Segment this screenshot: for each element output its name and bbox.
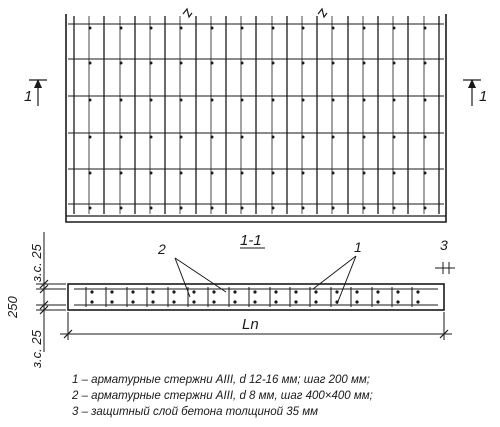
mesh-node [89,207,92,210]
mesh-node [363,207,366,210]
section-bar-dot [314,300,317,303]
mesh-node [332,172,335,175]
mesh-node [424,99,427,102]
mesh-node [272,207,275,210]
plan-break-mark-right [318,9,327,17]
mesh-node [211,27,214,30]
mesh-node [180,172,183,175]
mesh-node [120,136,123,139]
legend-item-3: 3 – защитный слой бетона толщиной 35 мм [72,406,318,418]
mesh-node [302,172,305,175]
mesh-node [332,136,335,139]
section-bars [86,287,420,307]
section-bar-dot [335,290,338,293]
mesh-node [302,62,305,65]
section-marker-right [463,79,487,106]
mesh-node [272,99,275,102]
mesh-node [211,62,214,65]
mesh-node [363,62,366,65]
mesh-node [393,172,396,175]
mesh-node [150,27,153,30]
legend [72,372,492,420]
section-bar-dot [396,290,399,293]
mesh-node [302,99,305,102]
mesh-node [393,136,396,139]
callout-3 [435,237,455,274]
section-bar-dot [192,290,195,293]
mesh-node [332,27,335,30]
section-bar-dot [151,300,154,303]
mesh-node [120,62,123,65]
plan-view [66,9,446,222]
mesh-node [89,62,92,65]
mesh-node [180,62,183,65]
section-bar-dot [294,290,297,293]
mesh-node [150,172,153,175]
mesh-node [180,207,183,210]
mesh-node [150,62,153,65]
mesh-node [241,136,244,139]
section-bar-dot [131,300,134,303]
dim-cover-top: з.с. 25 [29,244,44,282]
mesh-node [272,172,275,175]
section-marker-left [24,79,47,106]
callout-2-label: 2 [158,241,166,257]
mesh-node [272,27,275,30]
mesh-node [241,27,244,30]
section-bar-dot [355,300,358,303]
section-bar-dot [416,300,419,303]
section-bar-dot [274,290,277,293]
mesh-node [120,172,123,175]
mesh-node [89,27,92,30]
mesh-node [393,27,396,30]
section-bar-dot [151,290,154,293]
legend-item-1: 1 – арматурные стержни АIII, d 12-16 мм; шаг 200 мм; [72,374,370,386]
vertical-dimension-chain [5,232,66,369]
section-bar-dot [376,290,379,293]
callout-3-label: 3 [440,237,448,253]
section-bar-dot [253,300,256,303]
section-bar-dot [212,300,215,303]
mesh-node [241,62,244,65]
mesh-node [120,207,123,210]
mesh-node [393,62,396,65]
section-bar-dot [172,290,175,293]
mesh-node [424,172,427,175]
section-bar-dot [110,300,113,303]
section-bar-dot [110,290,113,293]
plan-mesh [68,16,444,214]
mesh-node [302,207,305,210]
mesh-node [120,99,123,102]
section-bar-dot [294,300,297,303]
section-bar-dot [90,300,93,303]
legend-item-2: 2 – арматурные стержни АIII, d 8 мм, шаг 400×400 мм; [72,390,373,402]
section-bar-dot [253,290,256,293]
mesh-node [89,136,92,139]
mesh-node [332,62,335,65]
mesh-node [89,172,92,175]
mesh-node [241,207,244,210]
mesh-node [424,207,427,210]
mesh-node [424,136,427,139]
section-bar-dot [192,300,195,303]
section-bar-dot [233,290,236,293]
section-bar-dot [314,290,317,293]
mesh-node [120,27,123,30]
mesh-node [363,172,366,175]
mesh-node [332,99,335,102]
mesh-node [180,136,183,139]
mesh-node [241,99,244,102]
mesh-node [180,99,183,102]
section-bar-dot [274,300,277,303]
mesh-node [180,27,183,30]
section-outline [68,284,444,310]
mesh-node [272,136,275,139]
dim-thickness: 250 [5,296,20,318]
mesh-node [150,136,153,139]
mesh-node [424,27,427,30]
mesh-node [211,136,214,139]
mesh-node [393,207,396,210]
dim-cover-bottom: з.с. 25 [29,330,44,368]
mesh-node [393,99,396,102]
section-bar-dot [396,300,399,303]
callout-2-leader-b [175,258,226,292]
mesh-node [150,99,153,102]
mesh-node [424,62,427,65]
section-bar-dot [233,300,236,303]
length-label: Ln [242,316,259,333]
mesh-node [211,172,214,175]
section-title: 1-1 [240,232,262,249]
callout-1 [313,239,362,304]
callout-2-leader-a [175,258,190,297]
mesh-node [150,207,153,210]
mesh-node [302,136,305,139]
section-bar-dot [376,300,379,303]
length-dimension [60,312,452,340]
section-marker-left-label: 1 [24,88,33,105]
section-view [68,284,444,310]
section-bar-dot [212,290,215,293]
section-bar-dot [355,290,358,293]
section-bar-dot [172,300,175,303]
mesh-node [211,99,214,102]
section-marker-right-label: 1 [479,88,488,105]
mesh-node [272,62,275,65]
section-bar-dot [90,290,93,293]
mesh-node [241,172,244,175]
mesh-node [211,207,214,210]
mesh-node [363,99,366,102]
callout-1-label: 1 [354,239,362,255]
mesh-node [363,136,366,139]
mesh-node [332,207,335,210]
section-bar-dot [131,290,134,293]
mesh-node [89,99,92,102]
section-bar-dot [416,290,419,293]
plan-break-mark-left [183,9,192,17]
mesh-node [363,27,366,30]
mesh-node [302,27,305,30]
